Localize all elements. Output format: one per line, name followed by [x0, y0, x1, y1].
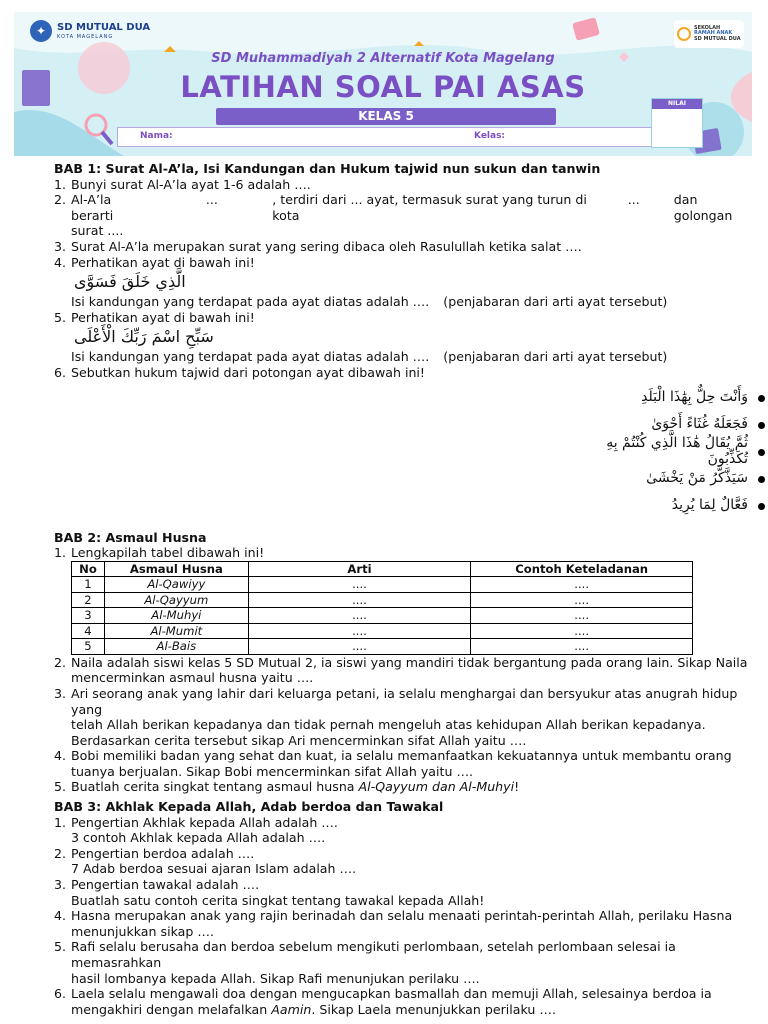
nilai-box[interactable] [651, 98, 703, 148]
bab1-question-6: 6. Sebutkan hukum tajwid dari potongan ayat dibawah ini! [54, 364, 425, 380]
table-row: 3 Al-Muhyi .... .... [72, 608, 693, 624]
list-item: فَجَعَلَهُ غُثَاءً أَحْوَىٰ [565, 412, 765, 439]
tajwid-ayat-list [565, 385, 754, 520]
list-item: وَأَنْتَ حِلٌّ بِهَٰذَا الْبَلَدِ [565, 385, 765, 412]
col-header-no: No [72, 561, 105, 577]
nama-label: Nama: [140, 131, 173, 141]
bab3-question-1: 1. Pengertian Akhlak kepada Allah adalah …. 3 contoh Akhlak kepada Allah adalah …. [54, 814, 338, 846]
col-header-contoh: Contoh Keteladanan [471, 561, 693, 577]
ramah-anak-logo [674, 20, 744, 48]
list-item: ثُمَّ يُقَالُ هَٰذَا الَّذِي كُنْتُمْ بِهِ تُكَذِّبُونَ [565, 439, 765, 466]
asmaul-husna-table [71, 561, 693, 655]
worksheet-content [54, 161, 754, 1017]
logo-name: SD MUTUAL DUA [57, 21, 151, 33]
kelas-label: Kelas: [474, 131, 506, 141]
header-banner [14, 12, 752, 156]
bab3-question-3: 3. Pengertian tawakal adalah …. Buatlah satu contoh cerita singkat tentang tawakal kepada Allah! [54, 877, 485, 908]
bullet-icon [758, 503, 765, 510]
bab1-question-2: 2. Al-A’la berarti ... , terdiri dari ... ayat, termasuk surat yang turun di kota ... dan golongan surat .... [54, 192, 733, 239]
ramah-anak-icon [677, 27, 691, 41]
school-logo [30, 20, 150, 42]
ayat-q5-arabic: سَبِّحِ اسْمَ رَبِّكَ الْأَعْلَى [74, 327, 214, 347]
table-row: 2 Al-Qayyum .... .... [72, 592, 693, 608]
bab2-question-5: 5. Buatlah cerita singkat tentang asmaul husna Al-Qayyum dan Al-Muhyi! [54, 779, 520, 795]
table-header-row [72, 561, 693, 577]
bab3-title: BAB 3: Akhlak Kepada Allah, Adab berdoa dan Tawakal [54, 799, 444, 815]
logo-city: KOTA MAGELANG [57, 33, 114, 40]
bab1-question-4: 4. Perhatikan ayat di bawah ini! [54, 254, 255, 270]
logo-right-line3: SD MUTUAL DUA [694, 35, 741, 42]
logo-right-line2: RAMAH ANAK [694, 30, 733, 37]
ayat-q4-arabic: الَّذِي خَلَقَ فَسَوَّى [74, 272, 186, 292]
list-item: سَيَذَّكَّرُ مَنْ يَخْشَىٰ [565, 466, 765, 493]
table-row: 1 Al-Qawiyy .... .... [72, 577, 693, 593]
name-class-field[interactable] [117, 127, 657, 147]
bab2-question-3: 3. Ari seorang anak yang lahir dari keluarga petani, ia selalu menghargai dan bersyukur atas anugrah hidup yang telah Allah berikan kepadanya dan tidak pernah mengeluh atas kehidupan Allah berikan kepadanya. Berdasarkan cerita tersebut sikap Ari mencerminkan sifat Allah yaitu …. [54, 685, 738, 748]
bullet-icon [758, 422, 765, 429]
bab1-q4-isi: Isi kandungan yang terdapat pada ayat diatas adalah …. (penjabaran dari arti ayat tersebut) [71, 294, 668, 310]
bab2-question-2: 2. Naila adalah siswi kelas 5 SD Mutual 2, ia siswi yang mandiri tidak bergantung pada orang lain. Sikap Naila mencerminkan asmaul husna yaitu …. [54, 654, 748, 686]
bab2-question-4: 4. Bobi memiliki badan yang sehat dan kuat, ia selalu memanfaatkan kekuatannya untuk membantu orang tuanya berjualan. Sikap Bobi mencerminkan sifat Allah yaitu …. [54, 748, 732, 779]
bab3-question-2: 2. Pengertian berdoa adalah …. 7 Adab berdoa sesuai ajaran Islam adalah …. [54, 845, 357, 877]
kelas-band: KELAS 5 [216, 108, 556, 125]
school-name: SD Muhammadiyah 2 Alternatif Kota Magelang [211, 51, 555, 66]
logo-right-line1: SEKOLAH [694, 24, 721, 31]
bullet-icon [758, 395, 765, 402]
list-item: فَعَّالٌ لِمَا يُرِيدُ [565, 493, 765, 520]
bab1-q5-isi: Isi kandungan yang terdapat pada ayat diatas adalah …. (penjabaran dari arti ayat tersebut) [71, 349, 668, 365]
bab1-question-1: 1. Bunyi surat Al-A’la ayat 1-6 adalah …. [54, 176, 311, 192]
bab3-question-6: 6. Laela selalu mengawali doa dengan mengucapkan basmallah dan memuji Allah, selesainya berdoa ia mengakhiri dengan melafalkan Aamin. Sikap Laela menunjukkan perilaku …. [54, 986, 712, 1017]
worksheet-title: LATIHAN SOAL PAI ASAS [180, 70, 586, 104]
bab3-question-5: 5. Rafi selalu berusaha dan berdoa sebelum mengikuti perlombaan, setelah perlombaan selesai ia memasrahkan hasil lombanya kepada Allah. Sikap Rafi menunjukan perilaku …. [54, 939, 676, 986]
col-header-asmaul-husna: Asmaul Husna [104, 561, 248, 577]
table-row: 4 Al-Mumit .... .... [72, 623, 693, 639]
nilai-label: NILAI [652, 99, 702, 109]
bullet-icon [758, 449, 765, 456]
bab1-title: BAB 1: Surat Al-A’la, Isi Kandungan dan Hukum tajwid nun sukun dan tanwin [54, 161, 601, 176]
bab2-question-1: 1. Lengkapilah tabel dibawah ini! [54, 545, 265, 561]
bab1-question-3: 3. Surat Al-A’la merupakan surat yang sering dibaca oleh Rasulullah ketika salat …. [54, 238, 582, 254]
bullet-icon [758, 476, 765, 483]
bab3-question-4: 4. Hasna merupakan anak yang rajin berinadah dan selalu menaati perintah-perintah Allah, perilaku Hasna menunjukkan sikap …. [54, 908, 733, 939]
logo-mark-icon: ✦ [30, 20, 52, 42]
table-row: 5 Al-Bais .... .... [72, 639, 693, 655]
bab1-question-5: 5. Perhatikan ayat di bawah ini! [54, 309, 255, 325]
bab2-title: BAB 2: Asmaul Husna [54, 529, 207, 545]
col-header-arti: Arti [248, 561, 471, 577]
